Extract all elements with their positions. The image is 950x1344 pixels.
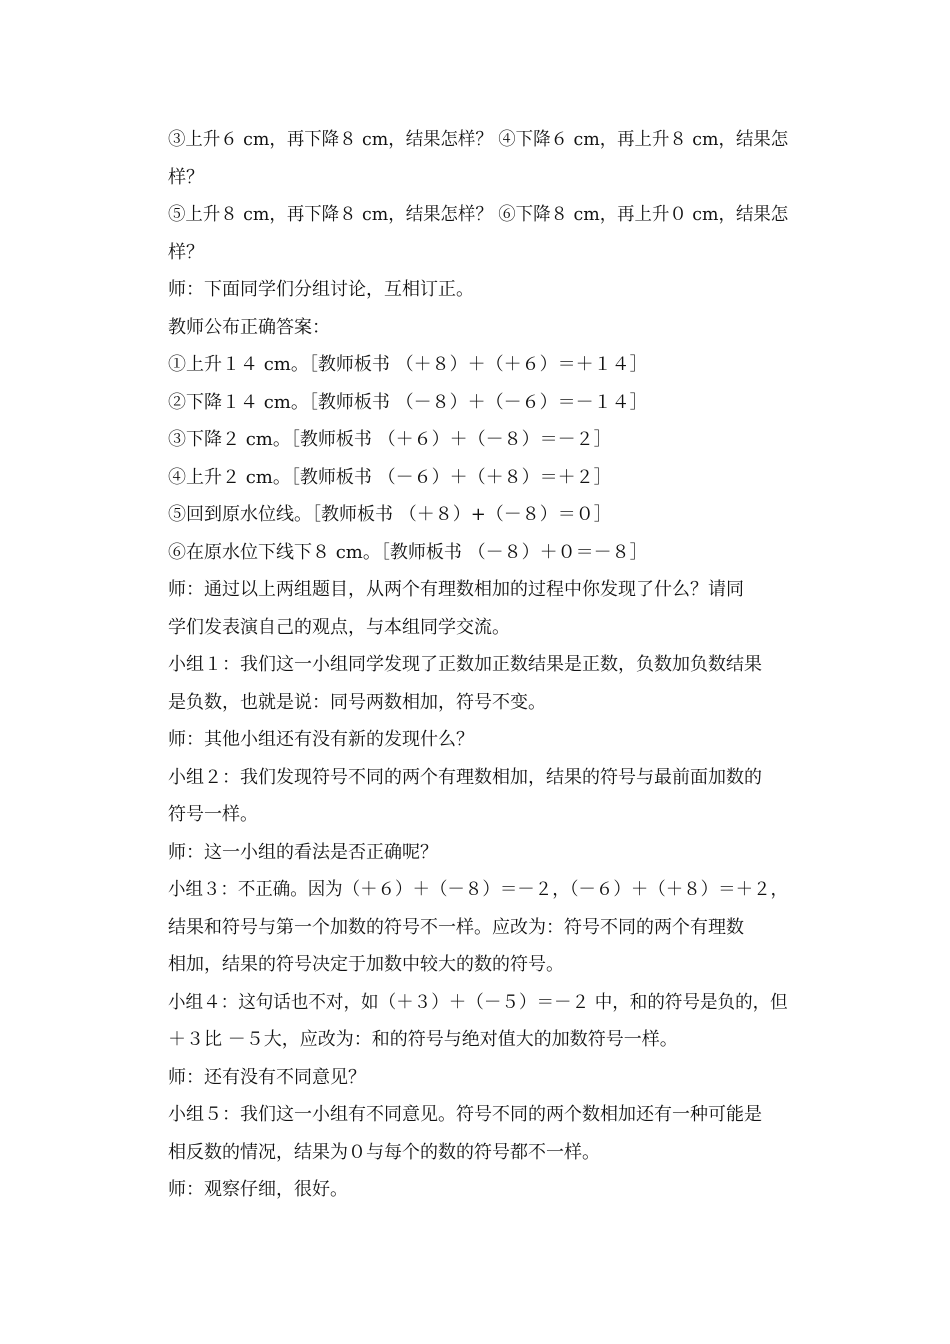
text-line: 小组５：我们这一小组有不同意见。符号不同的两个数相加还有一种可能是: [168, 1104, 762, 1125]
text-line: 师：下面同学们分组讨论，互相订正。: [168, 279, 474, 300]
text-line: 样？: [168, 241, 204, 263]
text-line: 小组３：不正确。因为（＋６）＋（－８）＝－２，（－６）＋（＋８）＝＋２，: [168, 879, 788, 900]
text-line: 学们发表演自己的观点，与本组同学交流。: [168, 616, 510, 638]
text-line: 相反数的情况，结果为０与每个的数的符号都不一样。: [168, 1141, 600, 1163]
text-line: ＋３比 －５大，应改为：和的符号与绝对值大的加数符号一样。: [168, 1029, 678, 1050]
text-line: ①上升１４ cm。［教师板书 （＋８）＋（＋６）＝＋１４］: [168, 354, 648, 375]
text-line: 相加，结果的符号决定于加数中较大的数的符号。: [168, 954, 564, 975]
text-line: 样？: [168, 166, 204, 188]
text-line: 小组４：这句话也不对，如（＋３）＋（－５）＝－２ 中，和的符号是负的，但: [168, 991, 788, 1013]
text-line: 师：这一小组的看法是否正确呢？: [168, 841, 438, 863]
document-body: [168, 121, 788, 1209]
text-line: 师：通过以上两组题目，从两个有理数相加的过程中你发现了什么？请同: [168, 579, 744, 600]
text-line: ⑥在原水位下线下８ cm。［教师板书 （－８）＋０＝－８］: [168, 541, 648, 563]
text-line: 师：其他小组还有没有新的发现什么？: [168, 729, 474, 750]
text-line: 是负数，也就是说：同号两数相加，符号不变。: [168, 691, 546, 713]
text-line: 符号一样。: [168, 804, 258, 825]
text-line: ③下降２ cm。［教师板书 （＋６）＋（－８）＝－２］: [168, 429, 612, 450]
text-line: 小组２：我们发现符号不同的两个有理数相加，结果的符号与最前面加数的: [168, 766, 762, 788]
text-line: 师：还有没有不同意见？: [168, 1066, 366, 1088]
text-line: ⑤上升８ cm，再下降８ cm，结果怎样？ ⑥下降８ cm，再上升０ cm，结果怎: [168, 204, 789, 225]
text-line: 教师公布正确答案：: [168, 316, 330, 338]
text-line: 师：观察仔细，很好。: [168, 1179, 348, 1200]
text-line: 结果和符号与第一个加数的符号不一样。应改为：符号不同的两个有理数: [168, 916, 744, 938]
text-line: 小组１：我们这一小组同学发现了正数加正数结果是正数，负数加负数结果: [168, 654, 762, 675]
text-line: ③上升６ cm，再下降８ cm，结果怎样？ ④下降６ cm，再上升８ cm，结果怎: [168, 129, 789, 150]
text-line: ④上升２ cm。［教师板书 （－６）＋（＋８）＝＋２］: [168, 466, 612, 488]
text-line: ⑤回到原水位线。［教师板书 （＋８）+（－８）＝０］: [168, 504, 612, 525]
text-line: ②下降１４ cm。［教师板书 （－８）＋（－６）＝－１４］: [168, 391, 648, 413]
